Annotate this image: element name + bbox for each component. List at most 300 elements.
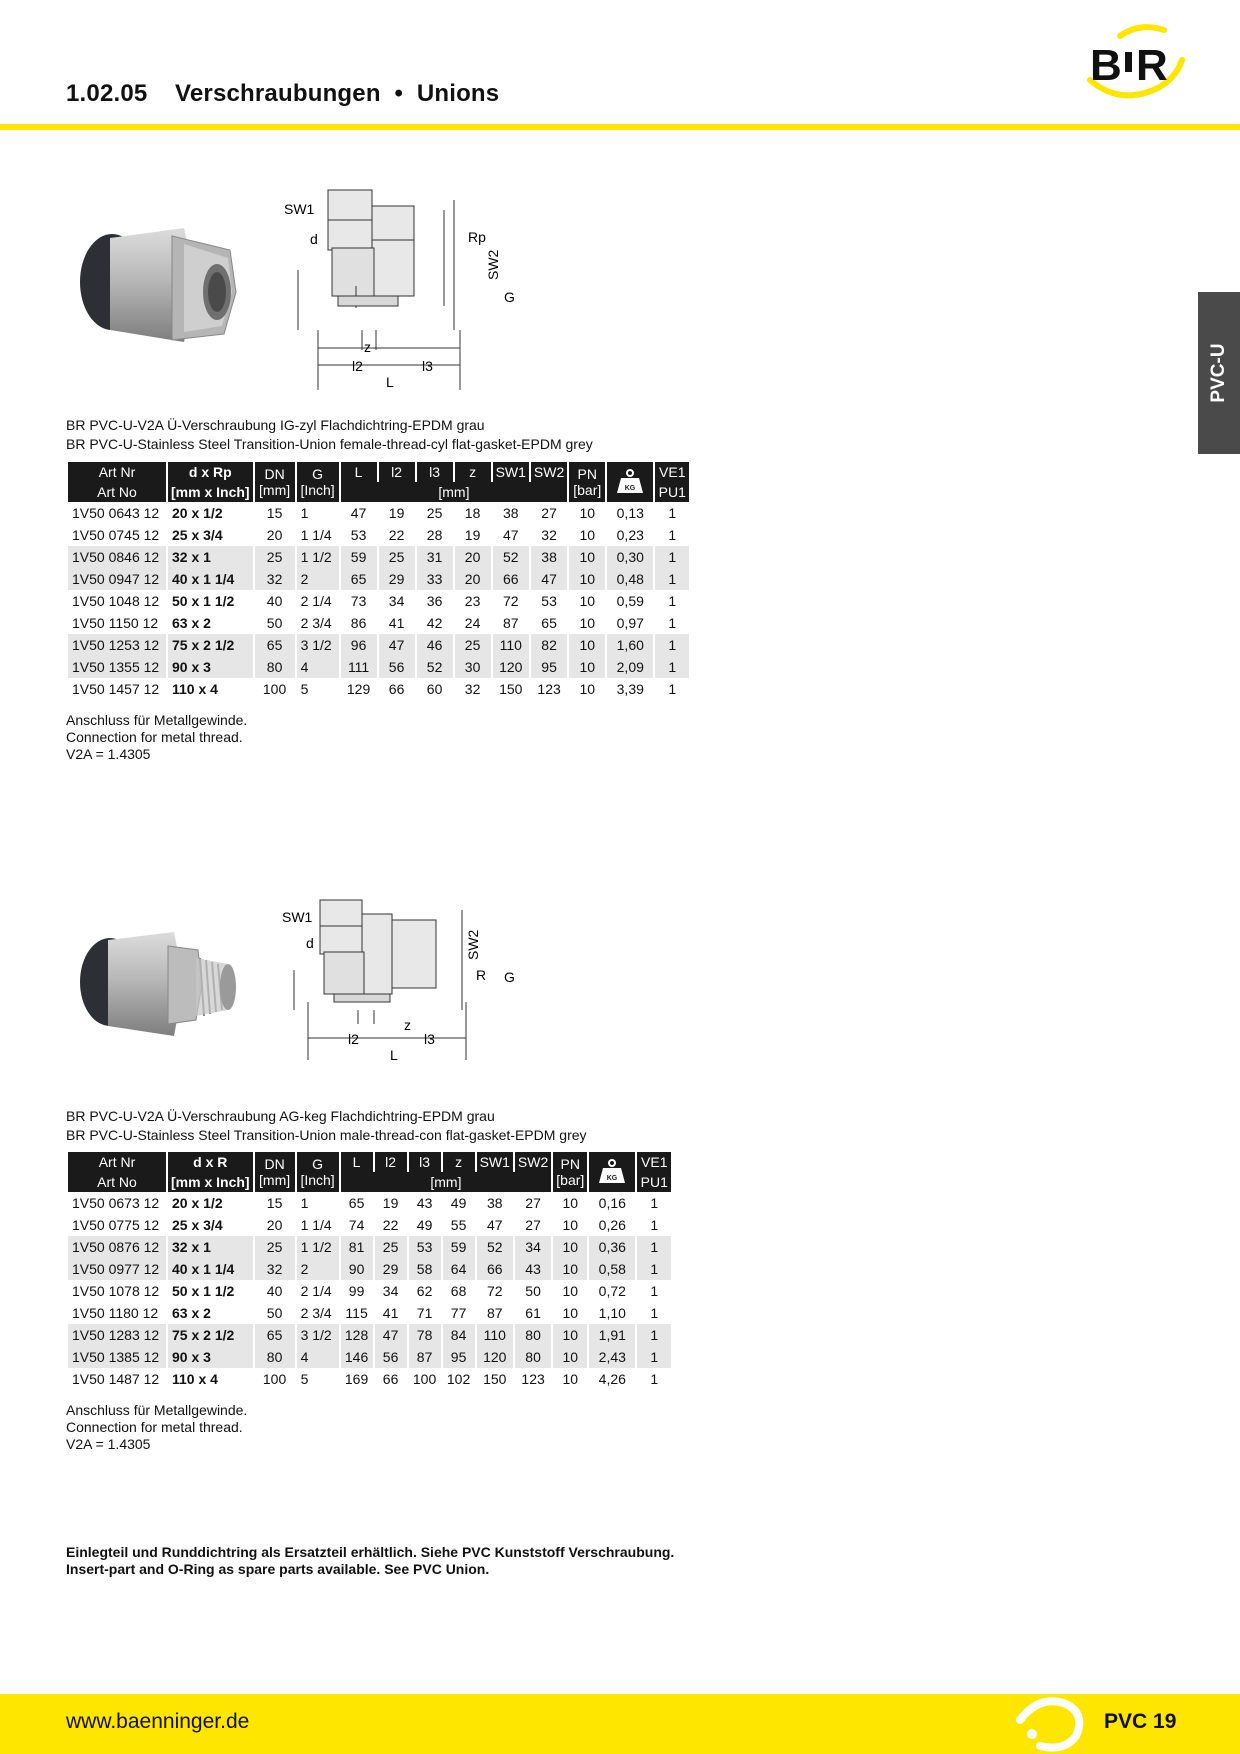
table-cell: 78	[409, 1324, 441, 1346]
table-cell: 15	[266, 1195, 283, 1211]
col-sw2: SW2	[531, 462, 567, 482]
table-cell: 62	[416, 1283, 433, 1299]
table-cell: 72	[502, 593, 519, 609]
col-g-label: G	[312, 466, 324, 482]
table-cell: 52	[477, 1236, 513, 1258]
table-cell: 3 1/2	[297, 634, 339, 656]
table-cell: 50	[266, 1305, 283, 1321]
col-ve1: VE1	[655, 462, 689, 482]
col-pn	[569, 462, 605, 502]
col-pn-label: PN	[560, 1156, 580, 1172]
weight-icon	[615, 466, 645, 496]
table-cell: 59	[443, 1236, 475, 1258]
table-row	[68, 1346, 671, 1368]
product1-caption	[66, 416, 593, 454]
table-cell: 3 1/2	[297, 1324, 339, 1346]
table-cell: 75 x 2 1/2	[168, 634, 253, 656]
table-cell: 5	[300, 1371, 309, 1387]
table-cell: 10	[562, 1195, 579, 1211]
table-cell: 10	[553, 1346, 587, 1368]
table-cell: 1	[637, 1258, 671, 1280]
table-cell: 0,58	[589, 1258, 635, 1280]
col-g	[297, 1152, 339, 1192]
product2-notes	[66, 1402, 247, 1453]
table-row	[68, 612, 689, 634]
table-cell: 120	[493, 656, 529, 678]
col-g	[297, 462, 339, 502]
table-cell: 27	[541, 505, 557, 521]
table-cell: 74	[348, 1217, 365, 1233]
table-cell: 2 3/4	[300, 1305, 332, 1321]
table-cell: 29	[375, 1258, 407, 1280]
table-cell: 4,26	[598, 1371, 626, 1387]
table-row	[68, 1324, 671, 1346]
table-cell: 96	[341, 634, 377, 656]
table-cell: 146	[341, 1346, 373, 1368]
table-cell: 80	[515, 1346, 551, 1368]
col-art-nr: Art Nr	[68, 462, 166, 482]
table-cell: 38	[502, 505, 519, 521]
table-cell: 87	[409, 1346, 441, 1368]
table-cell: 10	[569, 634, 605, 656]
col-z: z	[455, 462, 491, 482]
table-cell: 1	[650, 1371, 659, 1387]
table-cell: 1V50 0947 12	[68, 568, 166, 590]
table-cell: 110 x 4	[172, 1371, 218, 1387]
table-cell: 20	[455, 546, 491, 568]
technical-drawing-female-union	[278, 180, 528, 390]
label-z: z	[404, 1017, 411, 1033]
table-cell: 0,59	[616, 593, 644, 609]
table-cell: 41	[382, 1305, 399, 1321]
table-cell: 1	[300, 505, 309, 521]
spare-parts-note-en: Insert-part and O-Ring as spare parts available. See PVC Union.	[66, 1561, 490, 1577]
table-cell: 10	[579, 681, 596, 697]
table-cell: 100	[262, 681, 287, 697]
table-cell: 22	[382, 1217, 399, 1233]
table-cell: 1V50 1150 12	[72, 615, 159, 631]
table-cell: 102	[446, 1371, 471, 1387]
table-row	[68, 524, 689, 546]
table-cell: 40 x 1 1/4	[168, 568, 253, 590]
table-cell: 32	[255, 1258, 295, 1280]
logo-dot-icon	[1125, 52, 1132, 72]
table-cell: 10	[579, 505, 596, 521]
table-cell: 53	[350, 527, 367, 543]
product2-spec-table	[66, 1152, 673, 1390]
table-cell: 20	[266, 1217, 283, 1233]
table-cell: 110	[477, 1324, 513, 1346]
product1-note-de: Anschluss für Metallgewinde.	[66, 712, 248, 728]
table-cell: 1V50 1180 12	[72, 1305, 159, 1321]
table-row	[68, 1302, 671, 1324]
table-cell: 1,91	[589, 1324, 635, 1346]
col-dxr: d x R	[168, 1152, 253, 1172]
col-art-no: Art No	[68, 1172, 166, 1192]
col-dxr-unit: [mm x Inch]	[168, 482, 253, 502]
table-cell: 49	[450, 1195, 467, 1211]
weight-icon-label: KG	[625, 484, 636, 492]
table-row	[68, 1280, 671, 1302]
table-row	[68, 502, 689, 524]
table-cell: 1	[668, 593, 677, 609]
col-g-label: G	[312, 1156, 324, 1172]
table-cell: 56	[379, 656, 415, 678]
table-cell: 10	[569, 546, 605, 568]
label-sw1: SW1	[284, 201, 315, 217]
table-cell: 60	[426, 681, 443, 697]
table-cell: 95	[531, 656, 567, 678]
br-logo-icon	[1080, 18, 1190, 108]
table-cell: 25 x 3/4	[172, 1217, 223, 1233]
table-cell: 32 x 1	[168, 546, 253, 568]
table-cell: 1V50 1048 12	[72, 593, 160, 609]
col-dxr-unit: [mm x Inch]	[168, 1172, 253, 1192]
table-cell: 10	[569, 568, 605, 590]
col-art-no: Art No	[68, 482, 166, 502]
col-l: L	[341, 1152, 373, 1172]
page-title	[66, 80, 499, 108]
table-cell: 1	[655, 546, 689, 568]
table-row	[68, 568, 689, 590]
table-cell: 53	[541, 593, 557, 609]
table-cell: 19	[382, 1195, 399, 1211]
table-cell: 1	[637, 1346, 671, 1368]
table-cell: 32	[255, 568, 295, 590]
table-cell: 75 x 2 1/2	[168, 1324, 253, 1346]
table-cell: 15	[266, 505, 283, 521]
table-cell: 25	[379, 546, 415, 568]
table-cell: 1	[650, 1195, 659, 1211]
col-g-unit: [Inch]	[300, 482, 335, 498]
table-cell: 111	[341, 656, 377, 678]
table-cell: 1	[637, 1236, 671, 1258]
table-cell: 30	[455, 656, 491, 678]
spare-parts-note-de: Einlegteil und Runddichtring als Ersatzteil erhältlich. Siehe PVC Kunststoff Verschraubung.	[66, 1544, 675, 1560]
label-d: d	[310, 231, 318, 247]
label-d: d	[306, 935, 314, 951]
table-cell: 4	[297, 656, 339, 678]
table-cell: 32	[464, 681, 481, 697]
table-cell: 1V50 1457 12	[72, 681, 160, 697]
table-cell: 47	[486, 1217, 503, 1233]
table-cell: 1V50 0745 12	[72, 527, 160, 543]
table-cell: 150	[499, 681, 523, 697]
table-cell: 10	[579, 527, 596, 543]
col-g-unit: [Inch]	[300, 1172, 335, 1188]
table-cell: 40	[266, 593, 283, 609]
label-rp: Rp	[468, 229, 486, 245]
product1-note-en: Connection for metal thread.	[66, 729, 243, 745]
table-cell: 2 1/4	[300, 593, 332, 609]
table-cell: 46	[417, 634, 453, 656]
header-rule	[0, 124, 1240, 130]
table-cell: 5	[300, 681, 309, 697]
table-cell: 150	[483, 1371, 507, 1387]
table-cell: 10	[579, 593, 596, 609]
product-photo-male-union	[72, 920, 242, 1050]
table-cell: 115	[345, 1305, 368, 1321]
table-cell: 77	[450, 1305, 467, 1321]
table-cell: 100	[262, 1371, 287, 1387]
table-cell: 38	[486, 1195, 503, 1211]
table-cell: 100	[412, 1371, 437, 1387]
table-cell: 66	[388, 681, 405, 697]
col-dn-unit: [mm]	[259, 1172, 291, 1188]
table-cell: 123	[537, 681, 561, 697]
product2-caption	[66, 1107, 587, 1145]
category-tab[interactable]	[1198, 292, 1240, 454]
table-cell: 87	[486, 1305, 503, 1321]
table-cell: 27	[525, 1217, 541, 1233]
table-cell: 71	[416, 1305, 433, 1321]
table-cell: 84	[443, 1324, 475, 1346]
table-cell: 82	[531, 634, 567, 656]
table-cell: 24	[464, 615, 481, 631]
table-cell: 1V50 1487 12	[72, 1371, 160, 1387]
col-l2: l2	[375, 1152, 407, 1172]
table-cell: 110	[493, 634, 529, 656]
table-cell: 47	[531, 568, 567, 590]
table-cell: 2	[297, 1258, 339, 1280]
logo-letter-b: B	[1090, 41, 1122, 90]
col-l3: l3	[409, 1152, 441, 1172]
table-cell: 55	[450, 1217, 467, 1233]
table-cell: 0,36	[589, 1236, 635, 1258]
col-dn-unit: [mm]	[259, 482, 291, 498]
col-z: z	[443, 1152, 475, 1172]
table-cell: 10	[562, 1305, 579, 1321]
col-art-nr: Art Nr	[68, 1152, 166, 1172]
product2-note-material: V2A = 1.4305	[66, 1436, 151, 1452]
table-cell: 1V50 0673 12	[72, 1195, 160, 1211]
table-row	[68, 546, 689, 568]
table-cell: 10	[562, 1217, 579, 1233]
table-cell: 1,10	[598, 1305, 626, 1321]
table-row	[68, 1258, 671, 1280]
table-cell: 34	[382, 1283, 399, 1299]
table-cell: 56	[375, 1346, 407, 1368]
table-cell: 65	[541, 615, 557, 631]
table-row	[68, 1368, 671, 1390]
table-cell: 63 x 2	[172, 615, 211, 631]
label-sw1: SW1	[282, 909, 313, 925]
category-tab-label: PVC-U	[1208, 343, 1229, 403]
label-l3: l3	[422, 358, 433, 374]
table-cell: 47	[379, 634, 415, 656]
table-cell: 0,13	[616, 505, 644, 521]
table-cell: 4	[297, 1346, 339, 1368]
table-cell: 25	[255, 546, 295, 568]
col-pu1: PU1	[655, 482, 689, 502]
table-cell: 20 x 1/2	[172, 1195, 223, 1211]
product1-spec-table	[66, 462, 691, 700]
table-cell: 41	[388, 615, 405, 631]
spare-parts-note	[66, 1544, 674, 1578]
table-cell: 1 1/4	[300, 527, 332, 543]
table-cell: 1	[637, 1324, 671, 1346]
table-cell: 47	[350, 505, 367, 521]
table-cell: 81	[341, 1236, 373, 1258]
table-cell: 64	[443, 1258, 475, 1280]
table-cell: 40	[266, 1283, 283, 1299]
title-separator: •	[394, 80, 404, 107]
table-cell: 0,97	[616, 615, 644, 631]
technical-drawing-male-union	[278, 890, 528, 1070]
table-row	[68, 656, 689, 678]
label-l3: l3	[424, 1031, 435, 1047]
footer-website-link[interactable]: www.baenninger.de	[66, 1710, 250, 1733]
label-g: G	[504, 289, 515, 305]
table-cell: 1V50 1283 12	[68, 1324, 166, 1346]
table-cell: 20	[266, 527, 283, 543]
table-cell: 73	[350, 593, 367, 609]
table-cell: 58	[409, 1258, 441, 1280]
col-sw2: SW2	[515, 1152, 551, 1172]
table-cell: 18	[464, 505, 481, 521]
product-photo-female-union	[72, 214, 242, 354]
table-cell: 36	[426, 593, 443, 609]
product2-note-en: Connection for metal thread.	[66, 1419, 243, 1435]
col-dn-label: DN	[264, 1156, 285, 1172]
table-cell: 1V50 0775 12	[72, 1217, 160, 1233]
table-cell: 31	[417, 546, 453, 568]
table-cell: 25	[255, 1236, 295, 1258]
table-cell: 1V50 0846 12	[68, 546, 166, 568]
table-cell: 1V50 0876 12	[68, 1236, 166, 1258]
table-cell: 50 x 1 1/2	[172, 1283, 235, 1299]
table-cell: 86	[350, 615, 367, 631]
table-cell: 0,72	[598, 1283, 626, 1299]
table-cell: 25 x 3/4	[172, 527, 223, 543]
col-ve1: VE1	[637, 1152, 671, 1172]
table-row	[68, 634, 689, 656]
section-title: Verschraubungen	[174, 80, 381, 107]
table-cell: 19	[464, 527, 481, 543]
table-cell: 72	[486, 1283, 503, 1299]
label-l2: l2	[348, 1031, 359, 1047]
table-cell: 20 x 1/2	[172, 505, 223, 521]
table-cell: 68	[450, 1283, 467, 1299]
label-sw2: SW2	[485, 249, 501, 280]
section-subtitle: Unions	[416, 80, 500, 107]
table-cell: 43	[515, 1258, 551, 1280]
table-cell: 1	[300, 1195, 309, 1211]
table-cell: 1V50 0643 12	[72, 505, 160, 521]
table-row	[68, 1192, 671, 1214]
table-cell: 10	[579, 615, 596, 631]
table-cell: 66	[493, 568, 529, 590]
table-cell: 43	[416, 1195, 433, 1211]
table-cell: 10	[562, 1283, 579, 1299]
col-mm-unit: [mm]	[341, 482, 568, 502]
col-dn-label: DN	[264, 466, 285, 482]
product1-note-material: V2A = 1.4305	[66, 746, 151, 762]
table-cell: 90 x 3	[168, 1346, 253, 1368]
table-cell: 1V50 1355 12	[68, 656, 166, 678]
table-cell: 2,09	[607, 656, 653, 678]
table-cell: 90	[341, 1258, 373, 1280]
table-cell: 1	[655, 656, 689, 678]
table-cell: 169	[344, 1371, 369, 1387]
table-cell: 65	[255, 1324, 295, 1346]
col-pn-unit: [bar]	[556, 1172, 585, 1188]
table-cell: 25	[426, 505, 443, 521]
table-cell: 10	[553, 1236, 587, 1258]
section-number: 1.02.05	[66, 80, 148, 107]
table-cell: 1	[650, 1305, 659, 1321]
label-l: L	[386, 374, 394, 390]
table-cell: 120	[477, 1346, 513, 1368]
table-cell: 20	[455, 568, 491, 590]
table-cell: 90 x 3	[168, 656, 253, 678]
col-dn	[255, 462, 295, 502]
table-cell: 10	[562, 1371, 579, 1387]
table-cell: 34	[515, 1236, 551, 1258]
col-kg	[607, 462, 653, 502]
label-g: G	[504, 969, 515, 985]
table-cell: 52	[493, 546, 529, 568]
table-cell: 0,16	[598, 1195, 626, 1211]
logo-letter-r: R	[1136, 41, 1168, 90]
table-cell: 66	[382, 1371, 399, 1387]
product1-caption-en: BR PVC-U-Stainless Steel Transition-Union female-thread-cyl flat-gasket-EPDM grey	[66, 436, 593, 452]
table-cell: 1	[650, 1217, 659, 1233]
table-cell: 1	[668, 681, 677, 697]
product2-note-de: Anschluss für Metallgewinde.	[66, 1402, 248, 1418]
table-cell: 1V50 1078 12	[72, 1283, 160, 1299]
table-cell: 129	[346, 681, 371, 697]
table-cell: 50 x 1 1/2	[172, 593, 235, 609]
table-cell: 22	[388, 527, 405, 543]
table-cell: 99	[348, 1283, 365, 1299]
table-cell: 65	[348, 1195, 365, 1211]
table-cell: 2 1/4	[300, 1283, 332, 1299]
table-cell: 110 x 4	[172, 681, 218, 697]
table-cell: 38	[531, 546, 567, 568]
table-cell: 53	[409, 1236, 441, 1258]
table-cell: 10	[569, 656, 605, 678]
col-sw1: SW1	[477, 1152, 513, 1172]
product1-notes	[66, 712, 247, 763]
table-cell: 25	[455, 634, 491, 656]
table-cell: 1	[668, 527, 677, 543]
table-row	[68, 1214, 671, 1236]
table-cell: 32	[541, 527, 557, 543]
table-cell: 65	[255, 634, 295, 656]
col-l2: l2	[379, 462, 415, 482]
table-cell: 52	[417, 656, 453, 678]
table-cell: 61	[525, 1305, 541, 1321]
table-cell: 1	[655, 634, 689, 656]
table-cell: 34	[388, 593, 405, 609]
table-row	[68, 590, 689, 612]
table-cell: 27	[525, 1195, 541, 1211]
table-cell: 80	[515, 1324, 551, 1346]
table-cell: 128	[341, 1324, 373, 1346]
table-cell: 47	[375, 1324, 407, 1346]
table-cell: 42	[426, 615, 443, 631]
table-cell: 25	[375, 1236, 407, 1258]
table-cell: 1	[655, 568, 689, 590]
col-dn	[255, 1152, 295, 1192]
table-cell: 2	[297, 568, 339, 590]
table-row	[68, 678, 689, 700]
table-cell: 0,30	[607, 546, 653, 568]
table-cell: 1V50 1253 12	[68, 634, 166, 656]
table-cell: 10	[553, 1258, 587, 1280]
table-cell: 0,48	[607, 568, 653, 590]
